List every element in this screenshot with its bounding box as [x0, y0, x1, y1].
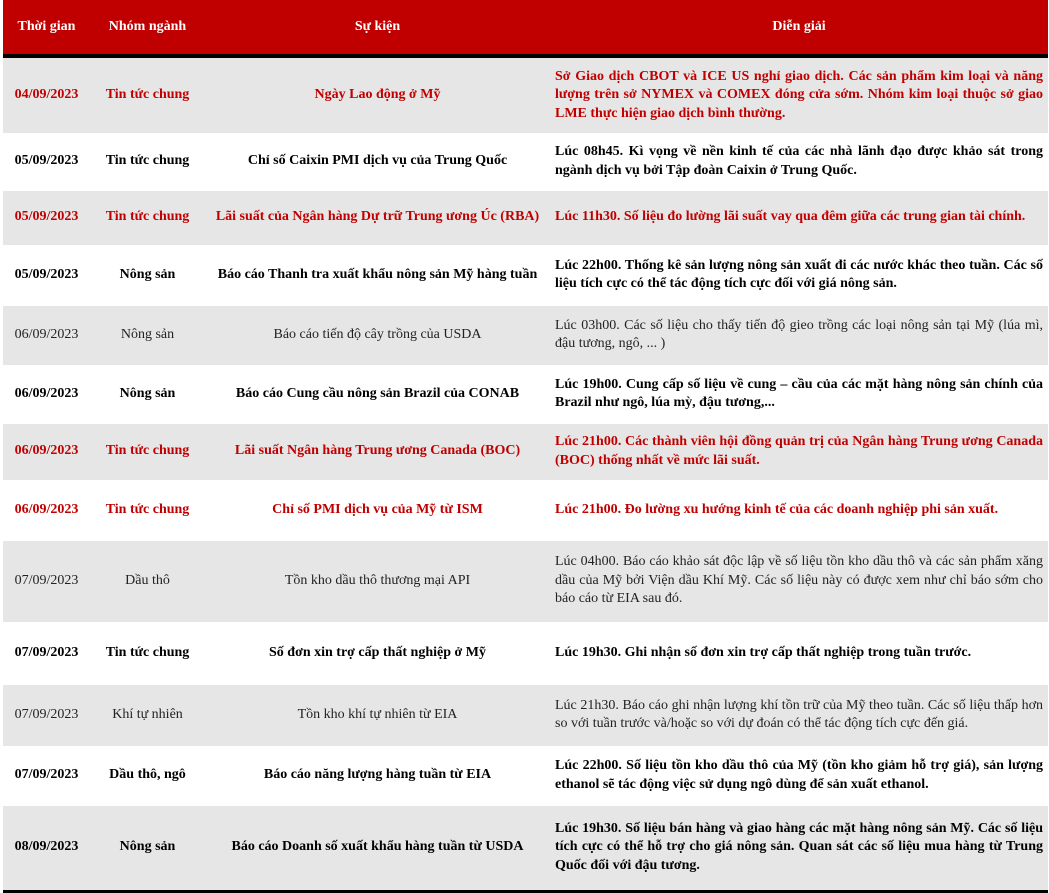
cell-date: 05/09/2023	[3, 245, 90, 305]
table-row	[3, 133, 1048, 190]
cell-sector: Tin tức chung	[90, 190, 205, 245]
table-row	[3, 540, 1048, 622]
cell-date: 05/09/2023	[3, 133, 90, 190]
cell-event: Báo cáo Doanh số xuất khẩu hàng tuần từ USDA	[205, 805, 550, 891]
table-row	[3, 423, 1048, 480]
cell-description: Lúc 19h00. Cung cấp số liệu về cung – cầu của các mặt hàng nông sản chính của Brazil như ngô, lúa mỳ, đậu tương,...	[550, 365, 1048, 423]
cell-description: Lúc 21h00. Các thành viên hội đồng quản trị của Ngân hàng Trung ương Canada (BOC) thống nhất về mức lãi suất.	[550, 423, 1048, 480]
cell-sector: Tin tức chung	[90, 622, 205, 684]
header-event: Sự kiện	[205, 0, 550, 56]
economic-calendar-table	[3, 0, 1048, 893]
cell-event: Báo cáo tiến độ cây trồng của USDA	[205, 305, 550, 365]
header-row	[3, 0, 1048, 56]
cell-date: 07/09/2023	[3, 622, 90, 684]
cell-date: 07/09/2023	[3, 540, 90, 622]
cell-description: Lúc 08h45. Kì vọng về nền kinh tế của các nhà lãnh đạo được khảo sát trong ngành dịch vụ bởi Tập đoàn Caixin ở Trung Quốc.	[550, 133, 1048, 190]
cell-date: 08/09/2023	[3, 805, 90, 891]
cell-sector: Nông sản	[90, 305, 205, 365]
cell-sector: Tin tức chung	[90, 133, 205, 190]
cell-description: Lúc 21h00. Đo lường xu hướng kinh tế của các doanh nghiệp phi sản xuất.	[550, 480, 1048, 540]
cell-event: Báo cáo Thanh tra xuất khẩu nông sản Mỹ hàng tuần	[205, 245, 550, 305]
cell-description: Lúc 21h30. Báo cáo ghi nhận lượng khí tồn trữ của Mỹ theo tuần. Các số liệu thấp hơn so với tuần trước và/hoặc so với dự đoán có thể tác động tích cực đến giá.	[550, 684, 1048, 746]
table-row	[3, 480, 1048, 540]
table-row	[3, 805, 1048, 891]
cell-event: Lãi suất của Ngân hàng Dự trữ Trung ương Úc (RBA)	[205, 190, 550, 245]
cell-description: Sở Giao dịch CBOT và ICE US nghỉ giao dịch. Các sản phẩm kim loại và năng lượng trên sở NYMEX và COMEX đóng cửa sớm. Nhóm kim loại thuộc sở giao LME thực hiện giao dịch bình thường.	[550, 56, 1048, 133]
cell-date: 06/09/2023	[3, 365, 90, 423]
table-row	[3, 746, 1048, 805]
cell-description: Lúc 04h00. Báo cáo khảo sát độc lập về số liệu tồn kho dầu thô và các sản phẩm xăng dầu của Mỹ bởi Viện dầu Khí Mỹ. Các số liệu này có được xem như chỉ báo sớm cho báo cáo từ EIA sau đó.	[550, 540, 1048, 622]
cell-sector: Khí tự nhiên	[90, 684, 205, 746]
cell-date: 07/09/2023	[3, 746, 90, 805]
cell-description: Lúc 19h30. Số liệu bán hàng và giao hàng các mặt hàng nông sản Mỹ. Các số liệu tích cực có thể hỗ trợ cho giá nông sản. Quan sát các số liệu mua hàng từ Trung Quốc đối với đậu tương.	[550, 805, 1048, 891]
cell-description: Lúc 22h00. Số liệu tồn kho dầu thô của Mỹ (tồn kho giảm hỗ trợ giá), sản lượng ethanol sẽ tác động việc sử dụng ngô dùng để sản xuất ethanol.	[550, 746, 1048, 805]
cell-description: Lúc 11h30. Số liệu đo lường lãi suất vay qua đêm giữa các trung gian tài chính.	[550, 190, 1048, 245]
table-row	[3, 684, 1048, 746]
cell-date: 06/09/2023	[3, 305, 90, 365]
header-description: Diễn giải	[550, 0, 1048, 56]
cell-sector: Dầu thô, ngô	[90, 746, 205, 805]
cell-event: Báo cáo Cung cầu nông sản Brazil của CONAB	[205, 365, 550, 423]
cell-date: 06/09/2023	[3, 423, 90, 480]
cell-description: Lúc 03h00. Các số liệu cho thấy tiến độ gieo trồng các loại nông sản tại Mỹ (lúa mì, đậu tương, ngô, ... )	[550, 305, 1048, 365]
table-row	[3, 365, 1048, 423]
cell-sector: Tin tức chung	[90, 480, 205, 540]
cell-sector: Tin tức chung	[90, 423, 205, 480]
table-row	[3, 622, 1048, 684]
cell-event: Chỉ số PMI dịch vụ của Mỹ từ ISM	[205, 480, 550, 540]
cell-sector: Nông sản	[90, 245, 205, 305]
cell-event: Số đơn xin trợ cấp thất nghiệp ở Mỹ	[205, 622, 550, 684]
table-row	[3, 305, 1048, 365]
cell-date: 05/09/2023	[3, 190, 90, 245]
cell-event: Chỉ số Caixin PMI dịch vụ của Trung Quốc	[205, 133, 550, 190]
header-time: Thời gian	[3, 0, 90, 56]
cell-sector: Dầu thô	[90, 540, 205, 622]
cell-sector: Nông sản	[90, 805, 205, 891]
table-row	[3, 245, 1048, 305]
table-row	[3, 56, 1048, 133]
cell-event: Lãi suất Ngân hàng Trung ương Canada (BOC)	[205, 423, 550, 480]
cell-description: Lúc 22h00. Thống kê sản lượng nông sản xuất đi các nước khác theo tuần. Các số liệu tích cực có thể tác động tích cực đối với giá nông sản.	[550, 245, 1048, 305]
cell-description: Lúc 19h30. Ghi nhận số đơn xin trợ cấp thất nghiệp trong tuần trước.	[550, 622, 1048, 684]
cell-sector: Tin tức chung	[90, 56, 205, 133]
cell-event: Ngày Lao động ở Mỹ	[205, 56, 550, 133]
cell-event: Tồn kho dầu thô thương mại API	[205, 540, 550, 622]
cell-event: Tồn kho khí tự nhiên từ EIA	[205, 684, 550, 746]
table-row	[3, 190, 1048, 245]
cell-date: 06/09/2023	[3, 480, 90, 540]
cell-sector: Nông sản	[90, 365, 205, 423]
header-sector: Nhóm ngành	[90, 0, 205, 56]
cell-date: 04/09/2023	[3, 56, 90, 133]
cell-event: Báo cáo năng lượng hàng tuần từ EIA	[205, 746, 550, 805]
cell-date: 07/09/2023	[3, 684, 90, 746]
